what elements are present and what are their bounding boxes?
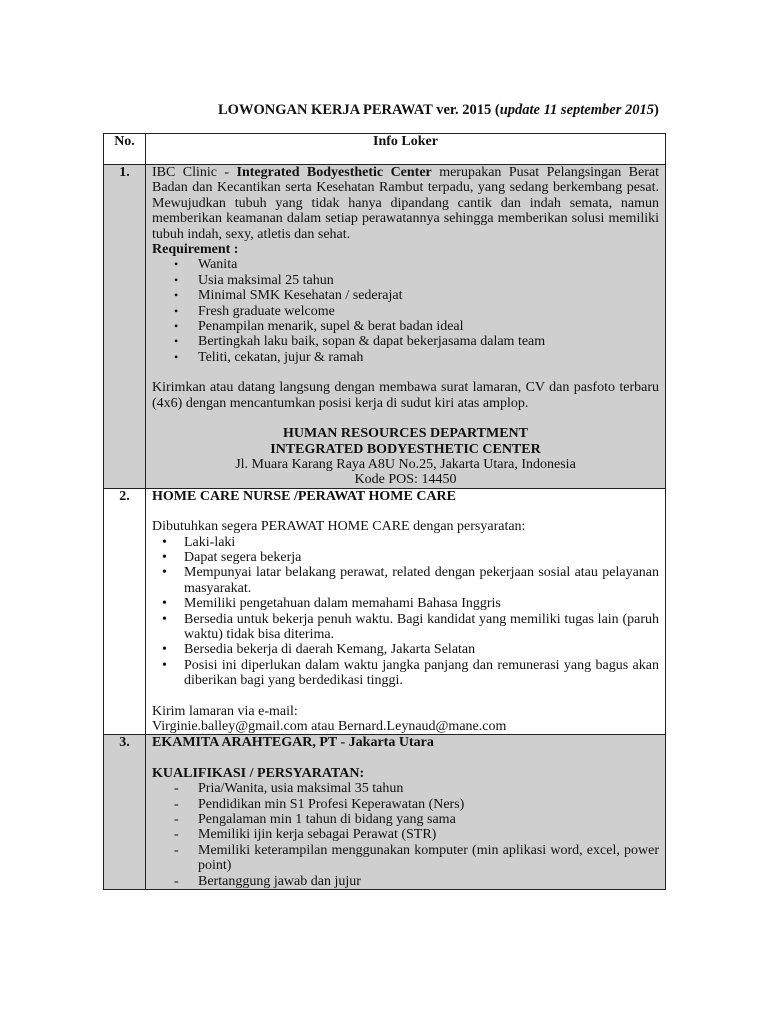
job-listing-table xyxy=(103,133,666,890)
job-1-intro xyxy=(152,165,659,242)
list-item: - Bertanggung jawab dan jujur xyxy=(152,874,659,889)
document-title xyxy=(218,103,668,118)
list-item: - Pengalaman min 1 tahun di bidang yang sama xyxy=(152,812,659,827)
list-item: • Wanita xyxy=(152,257,659,272)
job-1-instructions: Kirimkan atau datang langsung dengan membawa surat lamaran, CV dan pasfoto terbaru (4x6) dengan mencantumkan posisi kerja di sudut kiri atas amplop. xyxy=(152,380,659,411)
header-no: No. xyxy=(104,134,146,165)
list-item: • Minimal SMK Kesehatan / sederajat xyxy=(152,288,659,303)
job-3-number: 3. xyxy=(104,735,146,890)
header-info: Info Loker xyxy=(146,134,666,165)
job-1-number: 1. xyxy=(104,165,146,489)
table-header-row xyxy=(104,134,666,165)
list-item: • Posisi ini diperlukan dalam waktu jangka panjang dan remunerasi yang bagus akan diberikan bagi yang berdedikasi tinggi. xyxy=(152,658,659,689)
list-item: • Dapat segera bekerja xyxy=(152,550,659,565)
job-3-info xyxy=(146,735,666,890)
list-item: • Mempunyai latar belakang perawat, related dengan pekerjaan sosial atau pelayanan masyarakat. xyxy=(152,565,659,596)
list-item: • Laki-laki xyxy=(152,535,659,550)
title-main: LOWONGAN KERJA PERAWAT ver. 2015 ( xyxy=(218,102,500,118)
list-item: • Bersedia bekerja di daerah Kemang, Jakarta Selatan xyxy=(152,642,659,657)
job-1-company: INTEGRATED BODYESTHETIC CENTER xyxy=(270,441,541,457)
list-item: - Memiliki ijin kerja sebagai Perawat (STR) xyxy=(152,827,659,842)
job-3-requirement-list xyxy=(152,781,659,889)
job-1-requirement-list xyxy=(152,257,659,365)
job-3-title: EKAMITA ARAHTEGAR, PT - Jakarta Utara xyxy=(152,735,434,751)
job-2-emails: Virginie.balley@gmail.com atau Bernard.Leynaud@mane.com xyxy=(152,719,507,734)
job-3-qualification-label: KUALIFIKASI / PERSYARATAN: xyxy=(152,765,365,781)
job-2-intro: Dibutuhkan segera PERAWAT HOME CARE dengan persyaratan: xyxy=(152,519,526,535)
list-item: - Memiliki keterampilan menggunakan komputer (min aplikasi word, excel, power point) xyxy=(152,843,659,874)
job-2-requirement-list xyxy=(152,535,659,689)
job-1-postal-code: Kode POS: 14450 xyxy=(354,472,457,488)
list-item: • Teliti, cekatan, jujur & ramah xyxy=(152,350,659,365)
table-row-job-1 xyxy=(104,165,666,489)
job-2-title: HOME CARE NURSE /PERAWAT HOME CARE xyxy=(152,488,457,504)
list-item: • Fresh graduate welcome xyxy=(152,304,659,319)
job-2-info xyxy=(146,488,666,735)
job-1-address: Jl. Muara Karang Raya A8U No.25, Jakarta Utara, Indonesia xyxy=(235,456,576,472)
job-1-intro-text: merupakan Pusat Pelangsingan Berat Badan dan Kecantikan serta Kesehatan Rambut terpadu, yang sedang berkembang pesat. Mewujudkan tubuh yang tidak hanya dipandang cantik dan indah semata, namun memberikan keamanan dalam setiap perawatannya sehingga memberikan solusi memiliki tubuh indah, sexy, atletis dan sehat. xyxy=(152,165,659,242)
job-2-send-label: Kirim lamaran via e-mail: xyxy=(152,703,298,719)
title-update-italic: update 11 september 2015 xyxy=(499,102,654,118)
table-row-job-2 xyxy=(104,488,666,735)
list-item: • Bersedia untuk bekerja penuh waktu. Bagi kandidat yang memiliki tugas lain (paruh waktu) tidak bisa diterima. xyxy=(152,612,659,643)
list-item: • Bertingkah laku baik, sopan & dapat bekerjasama dalam team xyxy=(152,334,659,349)
job-1-department: HUMAN RESOURCES DEPARTMENT xyxy=(282,426,529,442)
job-1-info xyxy=(146,165,666,489)
job-1-intro-prefix: IBC Clinic - xyxy=(152,165,237,180)
list-item: • Memiliki pengetahuan dalam memahami Bahasa Inggris xyxy=(152,596,659,611)
list-item: - Pendidikan min S1 Profesi Keperawatan (Ners) xyxy=(152,797,659,812)
list-item: - Pria/Wanita, usia maksimal 35 tahun xyxy=(152,781,659,796)
job-2-number: 2. xyxy=(104,488,146,735)
list-item: • Penampilan menarik, supel & berat badan ideal xyxy=(152,319,659,334)
job-1-company-name: Integrated Bodyesthetic Center xyxy=(236,165,432,180)
list-item: • Usia maksimal 25 tahun xyxy=(152,273,659,288)
job-1-requirement-label: Requirement : xyxy=(152,242,239,258)
table-row-job-3 xyxy=(104,735,666,890)
title-close: ) xyxy=(653,102,659,118)
